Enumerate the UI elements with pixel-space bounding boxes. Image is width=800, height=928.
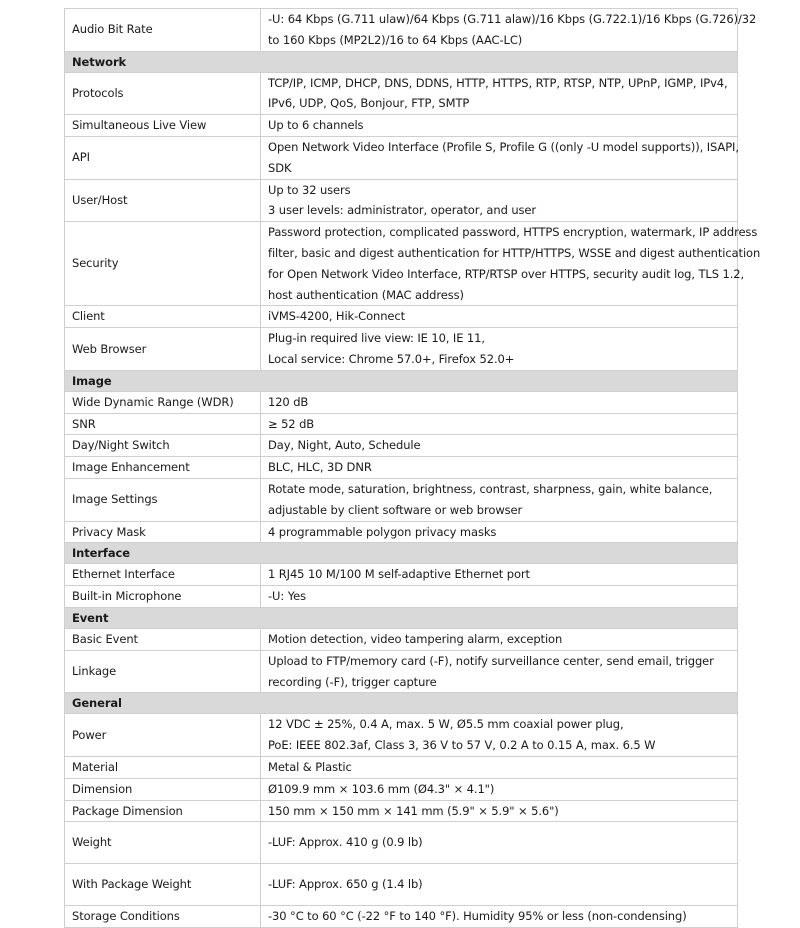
spec-value-line: Rotate mode, saturation, brightness, contrast, sharpness, gain, white balance,	[268, 481, 713, 496]
spec-row	[65, 136, 738, 179]
spec-value	[261, 778, 738, 800]
spec-label: Ethernet Interface	[65, 564, 261, 586]
spec-value-line: 3 user levels: administrator, operator, and user	[268, 203, 537, 218]
section-header-row	[65, 543, 738, 564]
spec-label: User/Host	[65, 179, 261, 222]
spec-table	[64, 8, 761, 928]
spec-value-line: for Open Network Video Interface, RTP/RTSP over HTTPS, security audit log, TLS 1.2,	[268, 266, 745, 281]
spec-row	[65, 179, 738, 222]
spec-value-line: recording (-F), trigger capture	[268, 674, 437, 689]
spec-row	[65, 586, 738, 608]
spec-value-line: 120 dB	[268, 394, 309, 409]
spec-label: Protocols	[65, 72, 261, 115]
section-header-row	[65, 693, 738, 714]
spec-value	[261, 864, 738, 906]
spec-value-line: host authentication (MAC address)	[268, 287, 464, 302]
spec-label: Image Settings	[65, 478, 261, 521]
spec-label: Client	[65, 306, 261, 328]
spec-row	[65, 413, 738, 435]
spec-row	[65, 756, 738, 778]
spec-value-line: Day, Night, Auto, Schedule	[268, 438, 421, 453]
spec-value-line: 1 RJ45 10 M/100 M self-adaptive Ethernet port	[268, 567, 530, 582]
spec-value-line: 12 VDC ± 25%, 0.4 A, max. 5 W, Ø5.5 mm coaxial power plug,	[268, 717, 624, 732]
spec-label: Security	[65, 222, 261, 306]
spec-label: Day/Night Switch	[65, 435, 261, 457]
spec-value-line: -LUF: Approx. 410 g (0.9 lb)	[268, 835, 423, 850]
spec-row	[65, 906, 738, 928]
spec-value-line: BLC, HLC, 3D DNR	[268, 460, 372, 475]
spec-label: Package Dimension	[65, 800, 261, 822]
spec-value-line: -LUF: Approx. 650 g (1.4 lb)	[268, 877, 423, 892]
spec-value	[261, 115, 738, 137]
spec-value	[261, 435, 738, 457]
spec-value	[261, 391, 738, 413]
spec-row	[65, 778, 738, 800]
spec-value-line: Plug-in required live view: IE 10, IE 11,	[268, 331, 485, 346]
spec-value	[261, 306, 738, 328]
spec-value	[261, 328, 738, 371]
spec-value-line: TCP/IP, ICMP, DHCP, DNS, DDNS, HTTP, HTTPS, RTP, RTSP, NTP, UPnP, IGMP, IPv4,	[268, 75, 728, 90]
spec-row	[65, 9, 738, 52]
section-header: Event	[65, 607, 738, 628]
spec-value-line: Open Network Video Interface (Profile S, Profile G ((only -U model supports)), ISAPI,	[268, 139, 739, 154]
spec-label: Storage Conditions	[65, 906, 261, 928]
spec-row	[65, 115, 738, 137]
spec-value-line: Password protection, complicated password, HTTPS encryption, watermark, IP address	[268, 225, 758, 240]
spec-value-line: Motion detection, video tampering alarm, exception	[268, 631, 563, 646]
spec-row	[65, 822, 738, 864]
spec-label: With Package Weight	[65, 864, 261, 906]
spec-value-line: IPv6, UDP, QoS, Bonjour, FTP, SMTP	[268, 96, 470, 111]
section-header: General	[65, 693, 738, 714]
spec-label: Material	[65, 756, 261, 778]
spec-label: Privacy Mask	[65, 521, 261, 543]
spec-value	[261, 413, 738, 435]
spec-row	[65, 328, 738, 371]
spec-value-line: PoE: IEEE 802.3af, Class 3, 36 V to 57 V, 0.2 A to 0.15 A, max. 6.5 W	[268, 738, 656, 753]
spec-label: Built-in Microphone	[65, 586, 261, 608]
spec-row	[65, 628, 738, 650]
spec-row	[65, 714, 738, 757]
spec-row	[65, 521, 738, 543]
spec-value-line: ≥ 52 dB	[268, 416, 315, 431]
spec-row	[65, 435, 738, 457]
spec-label: Weight	[65, 822, 261, 864]
spec-label: Power	[65, 714, 261, 757]
spec-value	[261, 564, 738, 586]
spec-value-line: -U: 64 Kbps (G.711 ulaw)/64 Kbps (G.711 alaw)/16 Kbps (G.722.1)/16 Kbps (G.726)/32	[268, 12, 757, 26]
spec-value-line: Ø109.9 mm × 103.6 mm (Ø4.3" × 4.1")	[268, 781, 495, 796]
spec-label: Audio Bit Rate	[65, 9, 261, 52]
spec-value	[261, 521, 738, 543]
spec-value-line: -U: Yes	[268, 589, 306, 604]
spec-label: Dimension	[65, 778, 261, 800]
spec-row	[65, 222, 738, 306]
spec-value	[261, 800, 738, 822]
spec-value	[261, 586, 738, 608]
spec-label: API	[65, 136, 261, 179]
section-header: Image	[65, 370, 738, 391]
spec-value	[261, 179, 738, 222]
spec-label: Simultaneous Live View	[65, 115, 261, 137]
section-header-row	[65, 370, 738, 391]
spec-value-line: Upload to FTP/memory card (-F), notify surveillance center, send email, trigger	[268, 653, 714, 668]
spec-table-body	[65, 9, 761, 928]
spec-value	[261, 222, 761, 306]
spec-row	[65, 457, 738, 479]
spec-row	[65, 391, 738, 413]
spec-row	[65, 72, 738, 115]
spec-row	[65, 306, 738, 328]
spec-row	[65, 650, 738, 693]
spec-label: Wide Dynamic Range (WDR)	[65, 391, 261, 413]
spec-value-line: to 160 Kbps (MP2L2)/16 to 64 Kbps (AAC-LC)	[268, 32, 523, 47]
spec-row	[65, 478, 738, 521]
spec-value-line: Up to 32 users	[268, 182, 351, 197]
section-header: Network	[65, 51, 738, 72]
spec-value	[261, 906, 738, 928]
spec-value	[261, 72, 738, 115]
spec-value	[261, 714, 738, 757]
section-header-row	[65, 607, 738, 628]
spec-label: Image Enhancement	[65, 457, 261, 479]
spec-value	[261, 478, 738, 521]
spec-value-line: Local service: Chrome 57.0+, Firefox 52.0+	[268, 351, 515, 366]
spec-value	[261, 9, 757, 52]
spec-label: Basic Event	[65, 628, 261, 650]
spec-value	[261, 457, 738, 479]
spec-value-line: 4 programmable polygon privacy masks	[268, 524, 497, 539]
spec-value-line: 150 mm × 150 mm × 141 mm (5.9" × 5.9" × 5.6")	[268, 803, 559, 818]
spec-value	[261, 650, 738, 693]
spec-value-line: adjustable by client software or web browser	[268, 502, 523, 517]
spec-value	[261, 628, 738, 650]
spec-value-line: Metal & Plastic	[268, 759, 352, 774]
spec-value	[261, 822, 738, 864]
spec-label: Linkage	[65, 650, 261, 693]
spec-value-line: filter, basic and digest authentication for HTTP/HTTPS, WSSE and digest authentication	[268, 245, 761, 260]
spec-value-line: SDK	[268, 160, 292, 175]
spec-row	[65, 800, 738, 822]
spec-label: Web Browser	[65, 328, 261, 371]
spec-value	[261, 756, 738, 778]
spec-row	[65, 564, 738, 586]
spec-value-line: iVMS-4200, Hik-Connect	[268, 309, 406, 324]
section-header-row	[65, 51, 738, 72]
section-header: Interface	[65, 543, 738, 564]
spec-value-line: -30 °C to 60 °C (-22 °F to 140 °F). Humidity 95% or less (non-condensing)	[268, 909, 687, 924]
spec-value-line: Up to 6 channels	[268, 118, 364, 133]
spec-value	[261, 136, 738, 179]
spec-row	[65, 864, 738, 906]
spec-label: SNR	[65, 413, 261, 435]
